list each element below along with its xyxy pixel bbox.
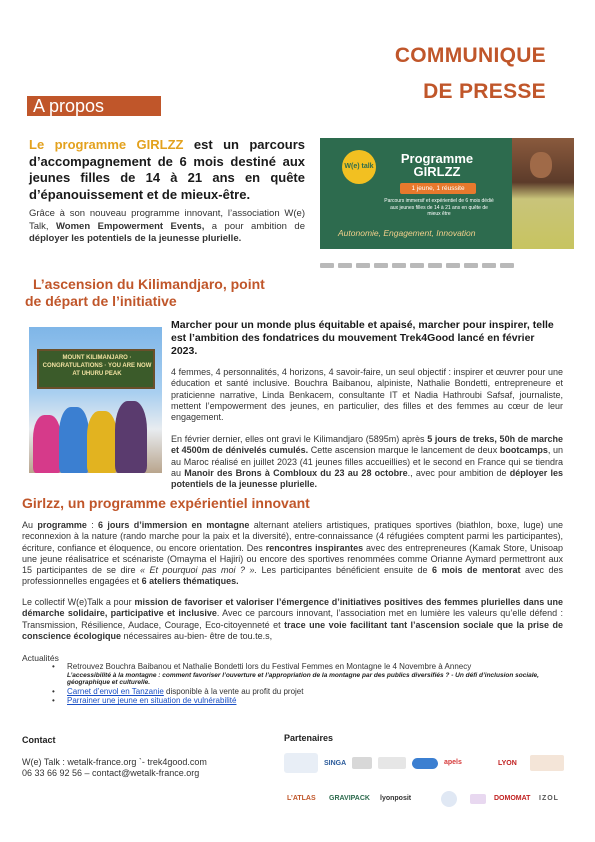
press-title-line1: COMMUNIQUE [394, 44, 546, 67]
kilimanjaro-photo [29, 327, 162, 473]
intro-sub-bold: déployer les potentiels de la jeunesse plurielle. [29, 233, 242, 244]
text: Les participantes bénéficient ensuite de [256, 565, 433, 576]
intro-sub-bold: Women Empowerment Events, [56, 220, 205, 232]
news-item-text: Retrouvez Bouchra Baibanou et Nathalie Bondetti lors du Festival Femmes en Montagne le 4 Novembre à Annecy [67, 662, 472, 671]
partner-logo [412, 758, 438, 769]
bold-text: déployer les potentiels de la jeunesse plurielle. [171, 467, 564, 490]
text: avec des entrepreneures (Kamak Store, Unisoap une jeune réalisatrice et scénariste (Omayma el Hajiri) ou encore des sportives renommées comme Orianne Aymard permettront aux 15 participantes de se dire [22, 542, 564, 576]
news-item [52, 696, 564, 706]
climber [33, 415, 61, 473]
italic-text: « Et pourquoi pas moi ? ». [140, 565, 257, 576]
bold-text: bootcamps [499, 445, 548, 456]
bold-text: 6 mois de mentorat [432, 565, 521, 576]
news-item-subtitle: L’accessibilité à la montagne : comment favoriser l’ouverture et l’appropriation de la montagne par des publics diversifiés ? - Un défi d’inclusion sociale, géographique et culturelle. [67, 671, 539, 687]
partner-logo [284, 753, 318, 773]
banner-pill: 1 jeune, 1 réussite [400, 183, 476, 194]
partner-logo [352, 757, 372, 769]
program-banner [320, 138, 574, 249]
bold-text: rencontres inspirantes [265, 542, 364, 553]
news-item [52, 687, 564, 697]
intro-lead-text: est un parcours d’accompagnement de 6 mois destiné aux jeunes filles de 14 à 21 ans en quête d’épanouissement et de mieux-être. [29, 137, 305, 202]
text: nécessaires au-bien- être de tou.te.s, [121, 630, 273, 641]
intro-lead [29, 137, 305, 203]
contact-phone-email: 06 33 66 92 56 – contact@wetalk-france.org [22, 768, 200, 778]
carnet-link[interactable]: Carnet d’envol en Tanzanie [67, 686, 164, 696]
sponsor-link[interactable]: Parrainer une jeune en situation de vulnérabilité [67, 696, 237, 706]
text: Le collectif W(e)Talk a pour [22, 597, 135, 607]
text: Cette ascension marque le lancement de deux [308, 445, 500, 456]
trek4good-quote: Marcher pour un monde plus équitable et apaisé, marcher pour inspirer, telle est l’ambition des fondatrices du mouvement Trek4Good lancé en février 2023. [171, 319, 554, 357]
banner-photo-head [530, 152, 552, 178]
bold-text: 5 jours de treks, 50h de marche et 4500m de dénivelés cumulés. [171, 434, 564, 456]
partner-logo: SINGA [324, 760, 347, 767]
partners-heading: Partenaires [284, 733, 334, 743]
section1-heading-line2: de départ de l’initiative [25, 293, 177, 309]
contact-heading: Contact [22, 735, 56, 745]
climber [59, 407, 89, 473]
banner-slogan: Autonomie, Engagement, Innovation [338, 228, 476, 238]
press-title-line2: DE PRESSE [423, 80, 546, 103]
bold-text: programme [37, 520, 87, 530]
banner-partner-logos [320, 255, 574, 267]
bold-text: trace une voie facilitant tant l’ascension sociale que la prise de conscience écologique [22, 619, 563, 641]
partner-logo: lyonposit [380, 795, 412, 802]
banner-description: Parcours immersif et expérientiel de 6 mois dédié aux jeunes filles de 14 à 21 ans en quête de mieux être [384, 198, 494, 217]
intro-sub-text: a pour ambition de [204, 220, 305, 232]
intro-sub [29, 208, 305, 246]
founders-paragraph: 4 femmes, 4 personnalités, 4 horizons, 4 savoir-faire, un seul objectif : inspirer et œuvrer pour une éducation et santé inclusive. Bouchra Baibanou, alpiniste, Nathalie Bondetti, entrepreneure et praticienne narrative, Linda Benkacem, consultante IT et Nadia Hathroubi Safsaf, journaliste, mettent l’empowerment des jeunes, en particulier, des filles et des femmes au cœur de leur engagement. [171, 367, 563, 423]
bold-text: 6 jours d’immersion en montagne [98, 520, 250, 530]
banner-title: Programme GIRLZZ [400, 151, 474, 179]
text: ., avec pour ambition de [407, 467, 510, 478]
text: . Avec ce parcours innovant, l’association met en lumière les valeurs qu’elle défend : Transmission, Résilience, Audace, Courage, Eco-citoyenneté et [22, 608, 563, 630]
bold-text: Manoir des Brons à Combloux du 23 au 28 octobre [184, 467, 408, 478]
ascent-paragraph [171, 434, 563, 490]
partner-logo [470, 794, 486, 804]
text: Au [22, 520, 38, 530]
text: avec des professionnelles engagées et [22, 565, 563, 587]
climber [115, 401, 147, 473]
text: , un au Maroc réalisé en juillet 2023 (41 jeunes filles accueillies) et le second en France qui se tiendra au [171, 445, 563, 478]
section-label: A propos [33, 96, 105, 116]
partner-logo [441, 791, 457, 807]
text: alternant ateliers artistiques, pratiques sportives (biathlon, boxe, luge) une reconnexion à la nature (rando marche pour la paix et la diversité), entre-connaissance (4 réfugiées comptent parmi les participantes), écriture, confiance et éloquence, ou encore orientation. Des [22, 520, 563, 553]
program-paragraph [22, 520, 563, 588]
contact-websites: W(e) Talk : wetalk-france.org `- trek4good.com [22, 757, 207, 767]
news-label: Actualités [22, 653, 59, 663]
partner-logo: DOMOMAT [494, 795, 531, 802]
partner-logo: LYON [498, 760, 517, 767]
partner-logo: IZOL [539, 795, 559, 802]
bold-text: 6 ateliers thématiques. [141, 576, 239, 587]
intro-sub-text: Grâce à son nouveau programme innovant, l’association W(e) Talk, [29, 208, 305, 232]
climber [87, 411, 117, 473]
bold-text: mission de favoriser et valoriser l’émergence d’initiatives positives des femmes plurielles dans une démarche solidaire, participative et inclusive [22, 597, 563, 619]
news-item-text: disponible à la vente au profit du projet [163, 686, 304, 696]
news-list [52, 662, 564, 706]
summit-sign [37, 349, 155, 389]
partner-logo: apels [444, 759, 462, 766]
partner-logo: GRAVIPACK [329, 795, 370, 802]
news-item [52, 662, 564, 672]
program-name: Le programme GIRLZZ [29, 137, 184, 152]
partner-logo: L’ATLAS [287, 795, 316, 802]
mission-paragraph [22, 597, 563, 642]
text: : [86, 520, 99, 530]
summit-sign-text: MOUNT KILIMANJARO · CONGRATULATIONS · YOU ARE NOW AT UHURU PEAK [42, 355, 152, 377]
wetalk-logo: W(e) talk [342, 150, 376, 184]
section2-heading: Girlzz, un programme expérientiel innovant [22, 495, 310, 511]
partner-logo [378, 757, 406, 769]
text: En février dernier, elles ont gravi le Kilimandjaro (5895m) après [171, 434, 428, 444]
section1-heading-line1: L’ascension du Kilimandjaro, point [33, 276, 265, 292]
partner-logo [530, 755, 564, 771]
